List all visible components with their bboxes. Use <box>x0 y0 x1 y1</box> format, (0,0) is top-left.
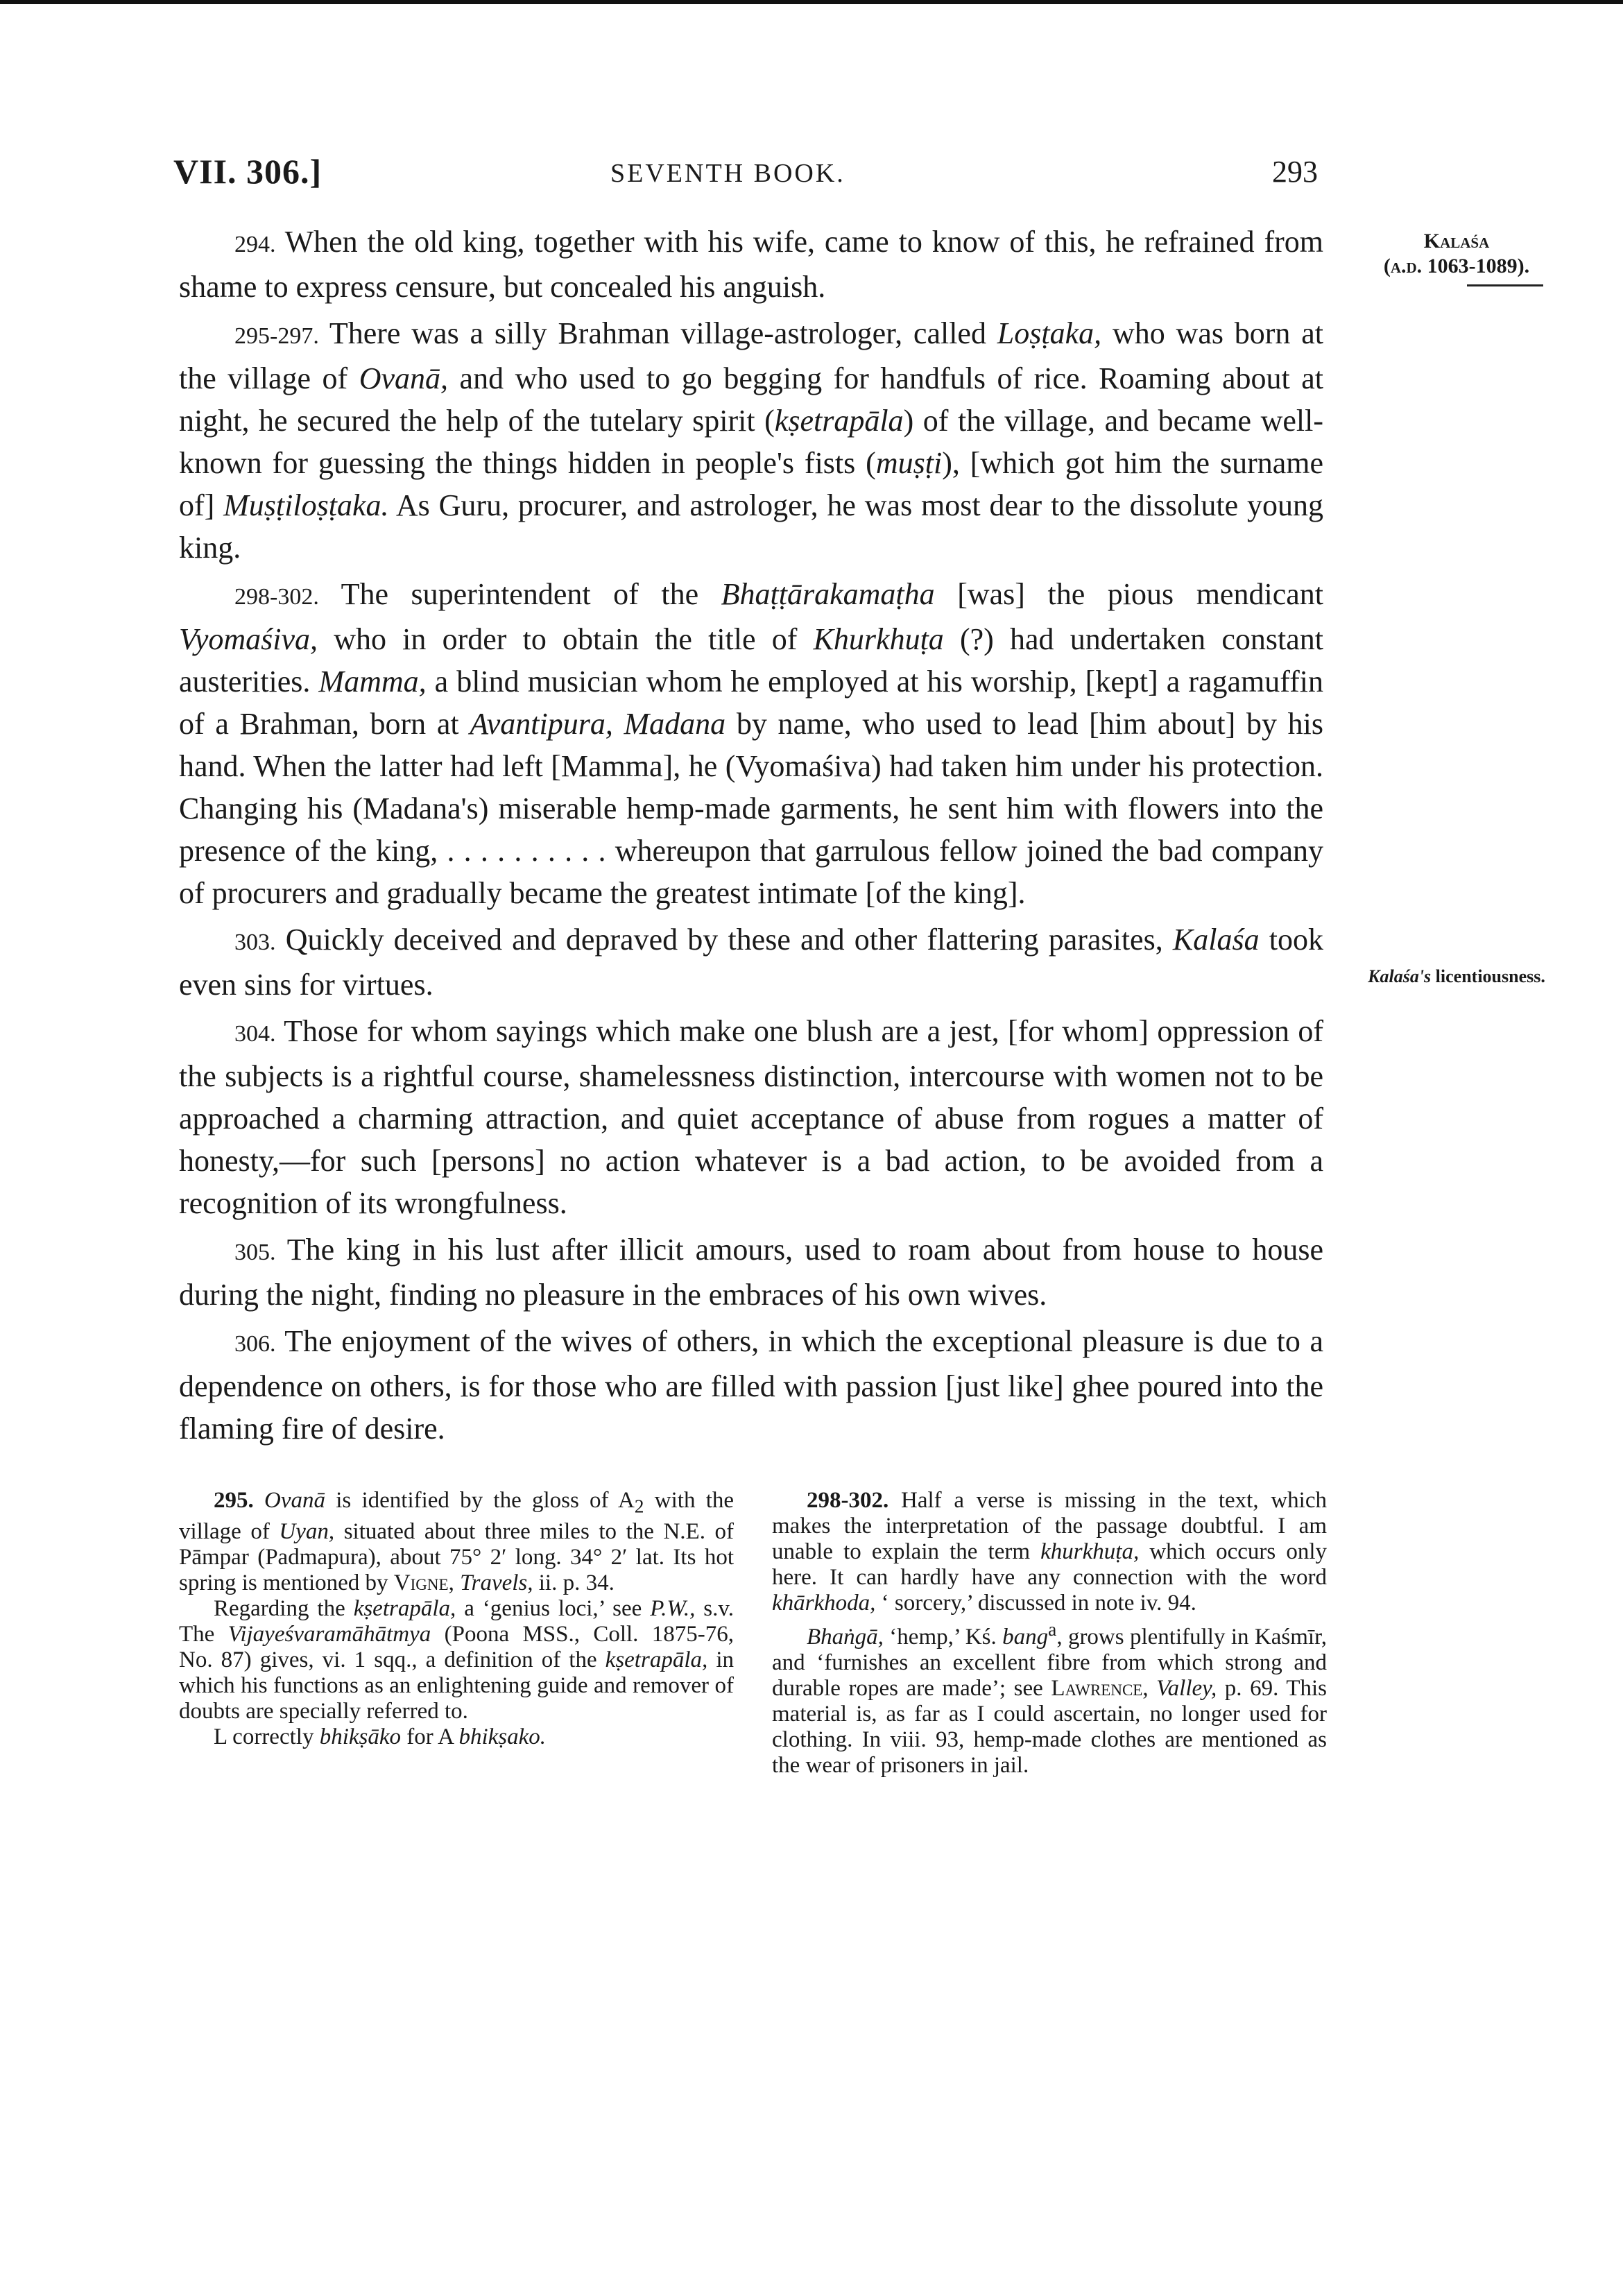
footnote-text: with the village of <box>179 1488 735 1544</box>
footnote-text <box>454 1570 460 1595</box>
term-ksetrapala: kṣetrapāla <box>774 404 904 438</box>
main-text <box>179 221 1323 1450</box>
paragraph-text: [was] the pious mendicant <box>934 577 1323 611</box>
footnote-text <box>1149 1676 1157 1701</box>
footnote-text: ‘ sorcery,’ discussed in note iv. 94. <box>875 1591 1196 1616</box>
paragraph-text: The superintendent of the <box>341 577 721 611</box>
margin-reign-name: Kalaśa <box>1423 230 1490 252</box>
paragraph-text: a blind musician whom he employed at his worship, [kept] a ragamuffin of a Brahman, born at <box>179 665 1323 741</box>
footnote-number: 295. <box>214 1488 254 1513</box>
verse-number: 304. <box>234 1021 276 1047</box>
footnote-subscript: 2 <box>634 1495 644 1517</box>
footnote-text: p. 69. This material is, as far as I could ascertain, no longer used for clothing. In viii. 93, hemp-made clothes are mentioned as the wear of prisoners in jail. <box>772 1676 1328 1778</box>
paragraph-text: Quickly deceived and depraved by these and other flattering parasites, <box>285 923 1173 957</box>
footnote-reading <box>179 1724 734 1750</box>
name-avantipura: Avantipura, <box>470 707 613 741</box>
footnote-term: Uyan, <box>279 1518 335 1544</box>
verse-number: 295-297. <box>234 323 319 349</box>
book-title: SEVENTH BOOK. <box>610 159 845 188</box>
paragraph-295-297 <box>179 312 1323 569</box>
footnote-text: L correctly <box>214 1724 320 1749</box>
footnote-term: khurkhuṭa, <box>1040 1539 1140 1564</box>
paragraph-text: There was a silly Brahman village-astrologer, called <box>329 316 997 350</box>
footnote-term: khārkhoda, <box>772 1591 876 1616</box>
footnote-term: bang <box>1002 1625 1049 1650</box>
term-khurkhuta: Khurkhuṭa <box>813 622 944 656</box>
footnote-text: in which his functions as an enlightening guide and remover of doubts are specially referred to. <box>179 1647 734 1724</box>
name-mamma: Mamma, <box>318 665 427 699</box>
paragraph-text: and who used to go begging for handfuls of rice. Roaming about at night, he secured the help of the tutelary spirit ( <box>179 361 1323 438</box>
paragraph-text: took even sins for virtues. <box>179 923 1323 1002</box>
footnote-298-302 <box>772 1488 1327 1616</box>
section-reference: VII. 306.] <box>173 152 323 191</box>
term-musti: muṣṭi <box>875 446 943 480</box>
verse-number: 305. <box>234 1240 276 1265</box>
paragraph-text: (?) had undertaken constant austerities. <box>179 622 1323 699</box>
margin-note-reign <box>1352 229 1561 286</box>
footnotes-right-column <box>772 1488 1327 1779</box>
footnote-term: Vijayeśvaramāhātmya <box>227 1621 431 1647</box>
footnote-term: kṣetrapāla, <box>353 1595 456 1621</box>
footnote-term: Travels, <box>460 1570 533 1595</box>
verse-number: 294. <box>234 232 276 257</box>
footnote-bhanga <box>772 1616 1327 1779</box>
paragraph-text: who was born at the village of <box>179 316 1323 395</box>
footnote-text: Half a verse is missing in the text, which makes the interpretation of the passage doubtful. I am unable to explain the term <box>772 1488 1327 1564</box>
margin-note-topic <box>1352 966 1561 988</box>
footnote-text: a ‘genius loci,’ see <box>456 1595 651 1621</box>
margin-reign-dates: (a.d. 1063-1089). <box>1383 255 1530 277</box>
footnote-text: ii. p. 34. <box>533 1570 615 1595</box>
paragraph-text: by name, who used to lead [him about] by his hand. When the latter had left [Mamma], he (Vyomaśiva) had taken him under his protection. Changing his (Madana's) miserable hemp-made garments, he sent him with flowers into the presence of the king, . . . . . . . . . . whereupon that garrulous fellow joined the bad company of procurers and gradually became the greatest intimate [of the king]. <box>179 707 1324 910</box>
footnote-superscript: a <box>1048 1618 1057 1640</box>
footnote-term: Valley, <box>1156 1676 1217 1701</box>
margin-topic-name: Kalaśa's <box>1368 966 1432 986</box>
term-mustilostaka: Muṣṭiloṣṭaka. <box>223 488 389 522</box>
name-bhattarakamatha: Bhaṭṭārakamaṭha <box>721 577 935 611</box>
footnote-author: Lawrence, <box>1051 1676 1149 1701</box>
footnote-text: which occurs only here. It can hardly have any connection with the word <box>772 1539 1327 1590</box>
footnote-295 <box>179 1488 734 1596</box>
paragraph-text: The enjoyment of the wives of others, in which the exceptional pleasure is due to a dependence on others, is for those who are filled with passion [just like] ghee poured into the flaming fire of desire. <box>179 1324 1323 1446</box>
footnote-author: Vigne, <box>393 1570 454 1595</box>
paragraph-294 <box>179 221 1323 308</box>
paragraph-298-302 <box>179 573 1323 914</box>
verse-number: 298-302. <box>234 584 319 610</box>
verse-number: 306. <box>234 1331 276 1357</box>
margin-rule <box>1467 284 1543 286</box>
paragraph-305 <box>179 1228 1323 1316</box>
paragraph-303 <box>179 918 1323 1006</box>
footnotes-left-column <box>179 1488 734 1750</box>
footnote-text: s.v. The <box>179 1595 734 1647</box>
page-number: 293 <box>1272 155 1318 189</box>
footnote-text: for A <box>401 1724 459 1749</box>
verse-number: 303. <box>234 929 276 955</box>
paragraph-text: The king in his lust after illicit amours, used to roam about from house to house during the night, finding no pleasure in the embraces of his own wives. <box>179 1233 1323 1312</box>
footnote-text: is identified by the gloss of A <box>325 1488 635 1513</box>
margin-topic-label: licentiousness. <box>1435 966 1545 986</box>
paragraph-text: who in order to obtain the title of <box>318 622 814 656</box>
footnote-text: Regarding the <box>214 1595 354 1621</box>
footnote-term: bhikṣāko <box>319 1724 402 1749</box>
paragraph-text: ) of the village, and became well-known for guessing the things hidden in people's fists ( <box>179 404 1323 480</box>
footnote-text: situated about three miles to the N.E. of Pāmpar (Padmapura), about 75° 2′ long. 34° 2′ lat. Its hot spring is mentioned by <box>179 1518 734 1595</box>
paragraph-text: As Guru, procurer, and astrologer, he was most dear to the dissolute young king. <box>179 488 1323 565</box>
footnote-term: Ovanā <box>264 1488 325 1513</box>
name-lostaka: Loṣṭaka, <box>997 316 1102 350</box>
name-kalasa: Kalaśa <box>1172 923 1260 957</box>
footnote-ksetrapala <box>179 1596 734 1724</box>
paragraph-text: ), [which got him the surname of] <box>179 446 1324 522</box>
footnote-number: 298-302. <box>807 1488 889 1513</box>
name-vyomasiva: Vyomaśiva, <box>179 622 318 656</box>
top-edge-rule <box>0 0 1623 4</box>
footnote-text: , grows plentifully in Kaśmīr, and ‘furnishes an excellent fibre from which strong and durable ropes are made’; see <box>772 1625 1327 1701</box>
footnote-term: kṣetrapāla, <box>605 1647 708 1672</box>
paragraph-306 <box>179 1320 1323 1450</box>
paragraph-text: When the old king, together with his wife, came to know of this, he refrained from shame to express censure, but concealed his anguish. <box>179 225 1323 304</box>
paragraph-text: Those for whom sayings which make one blush are a jest, [for whom] oppression of the subjects is a rightful course, shamelessness distinction, intercourse with women not to be approached a charming attraction, and quiet acceptance of abuse from rogues a matter of honesty,—for such [persons] no action whatever is a bad action, to be avoided from a recognition of its wrongfulness. <box>179 1014 1323 1220</box>
footnote-term: Bhaṅgā, <box>807 1625 884 1650</box>
footnote-term: P.W., <box>650 1595 696 1621</box>
paragraph-text <box>613 707 624 741</box>
paragraph-304 <box>179 1010 1323 1224</box>
name-ovana: Ovanā, <box>359 361 449 395</box>
name-madana: Madana <box>624 707 726 741</box>
running-header <box>173 151 1318 207</box>
footnote-term: bhikṣako. <box>458 1724 546 1749</box>
footnote-text: ‘hemp,’ Kś. <box>883 1625 1003 1650</box>
footnote-text: (Poona MSS., Coll. 1875-76, No. 87) gives, vi. 1 sqq., a definition of the <box>179 1621 734 1672</box>
